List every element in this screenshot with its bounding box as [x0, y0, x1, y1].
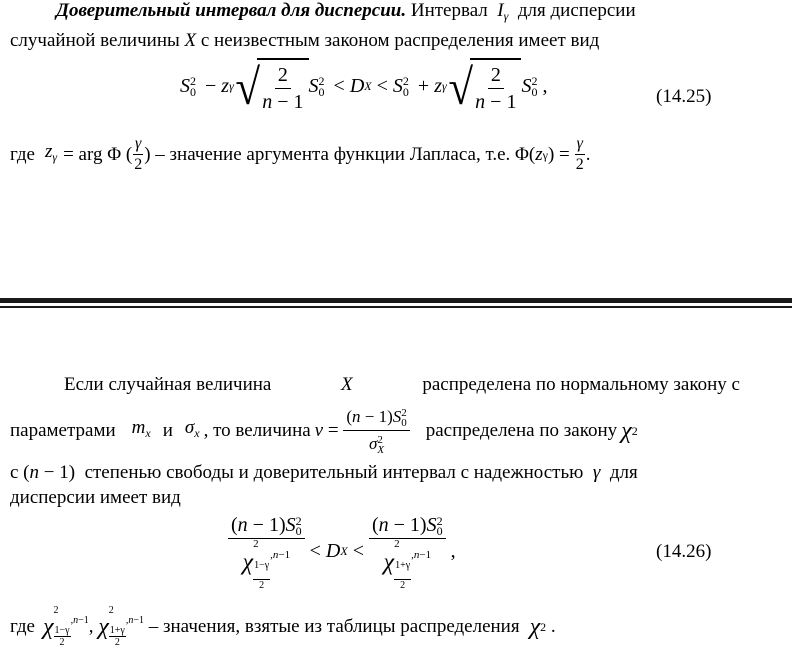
- p2-text-a: параметрами: [10, 419, 116, 441]
- section1-line1: [56, 0, 636, 27]
- eq-number-14-25: (14.25): [656, 86, 712, 107]
- line2-var-x: X: [184, 30, 197, 51]
- section2-line4: дисперсии имеет вид: [10, 487, 181, 508]
- formula-14-25: S 2 0 − z γ √ $\frac{2}{n - 1}$ S 2 0 < D X < S 2 0 + z γ √ $\frac{2}{n - 1}$ S 2 0 ,: [180, 58, 548, 115]
- z-gamma: $z_\gamma$: [44, 141, 58, 164]
- where-desc: – значение аргумента функции Лапласа, т.е. Φ(: [155, 143, 536, 165]
- p1-text-a: Если случайная величина: [64, 374, 272, 395]
- section2-footer-line: где χ 2 $\frac{1-\gamma}{2}$ ,n−1 , χ 2 $\frac{1+\gamma}{2}$ ,n−1 – значения, взятые из таблицы распределения χ 2 .: [10, 605, 556, 648]
- arg-phi: = arg Φ (: [63, 143, 133, 165]
- section1-line2: [10, 30, 599, 52]
- section-divider-thick: [0, 298, 792, 303]
- section2-line3: с (n − 1) степенью свободы и доверительный интервал с надежностью γ для: [10, 462, 638, 483]
- interval-symbol: $I_\gamma$: [492, 0, 509, 23]
- gamma-over-2-b: $\frac{\gamma}{2}$: [575, 135, 584, 173]
- p2-text-b: , то величина: [203, 419, 311, 441]
- section2-line1: [64, 374, 740, 396]
- gamma-over-2: $\frac{\gamma}{2}$: [134, 135, 143, 173]
- formula-14-26: (n − 1)S 2 0 χ 2 $\frac{1-\gamma}{2}$ ,n−1 < D X < (n − 1)S 2 0 χ 2 $\frac{1+\gamma}{2}$ ,n−1 ,: [228, 512, 456, 591]
- section2-line2: параметрами $m_x$ и $\sigma_x$ , то величина v = (n − 1)S 2 0 σ 2 X распределена по закону χ 2: [10, 404, 638, 457]
- where-label: где: [10, 143, 35, 165]
- footer-text-a: где: [10, 616, 35, 637]
- line2-text-b: с неизвестным законом распределения имеет вид: [200, 30, 600, 51]
- section1-intro-a: Интервал: [410, 0, 488, 21]
- p3-text: степенью свободы и доверительный интервал с надежностью: [84, 462, 584, 483]
- p3-for: для: [609, 462, 638, 483]
- p2-and: и: [162, 419, 173, 441]
- p1-var-x: X: [341, 374, 353, 395]
- section1-where-line: где $z_\gamma$ = arg Φ ( $\frac{\gamma}{2}$ ) – значение аргумента функции Лапласа, т.е. Φ( z γ ) = $\frac{\gamma}{2}$ .: [10, 135, 591, 173]
- eq-number-14-26: (14.26): [656, 541, 712, 562]
- line2-text-a: случайной величины: [10, 30, 180, 51]
- v-fraction: (n − 1)S 2 0 σ 2 X: [343, 404, 409, 457]
- footer-text-b: – значения, взятые из таблицы распределения: [148, 616, 520, 637]
- section-divider-thin: [0, 306, 792, 308]
- where-end: ) =: [547, 143, 570, 165]
- section1-intro-b: для дисперсии: [517, 0, 636, 21]
- section1-heading: Доверительный интервал для дисперсии.: [56, 0, 407, 21]
- p1-text-b: распределена по нормальному закону с: [422, 374, 740, 395]
- p2-text-c: распределена по закону: [425, 419, 618, 441]
